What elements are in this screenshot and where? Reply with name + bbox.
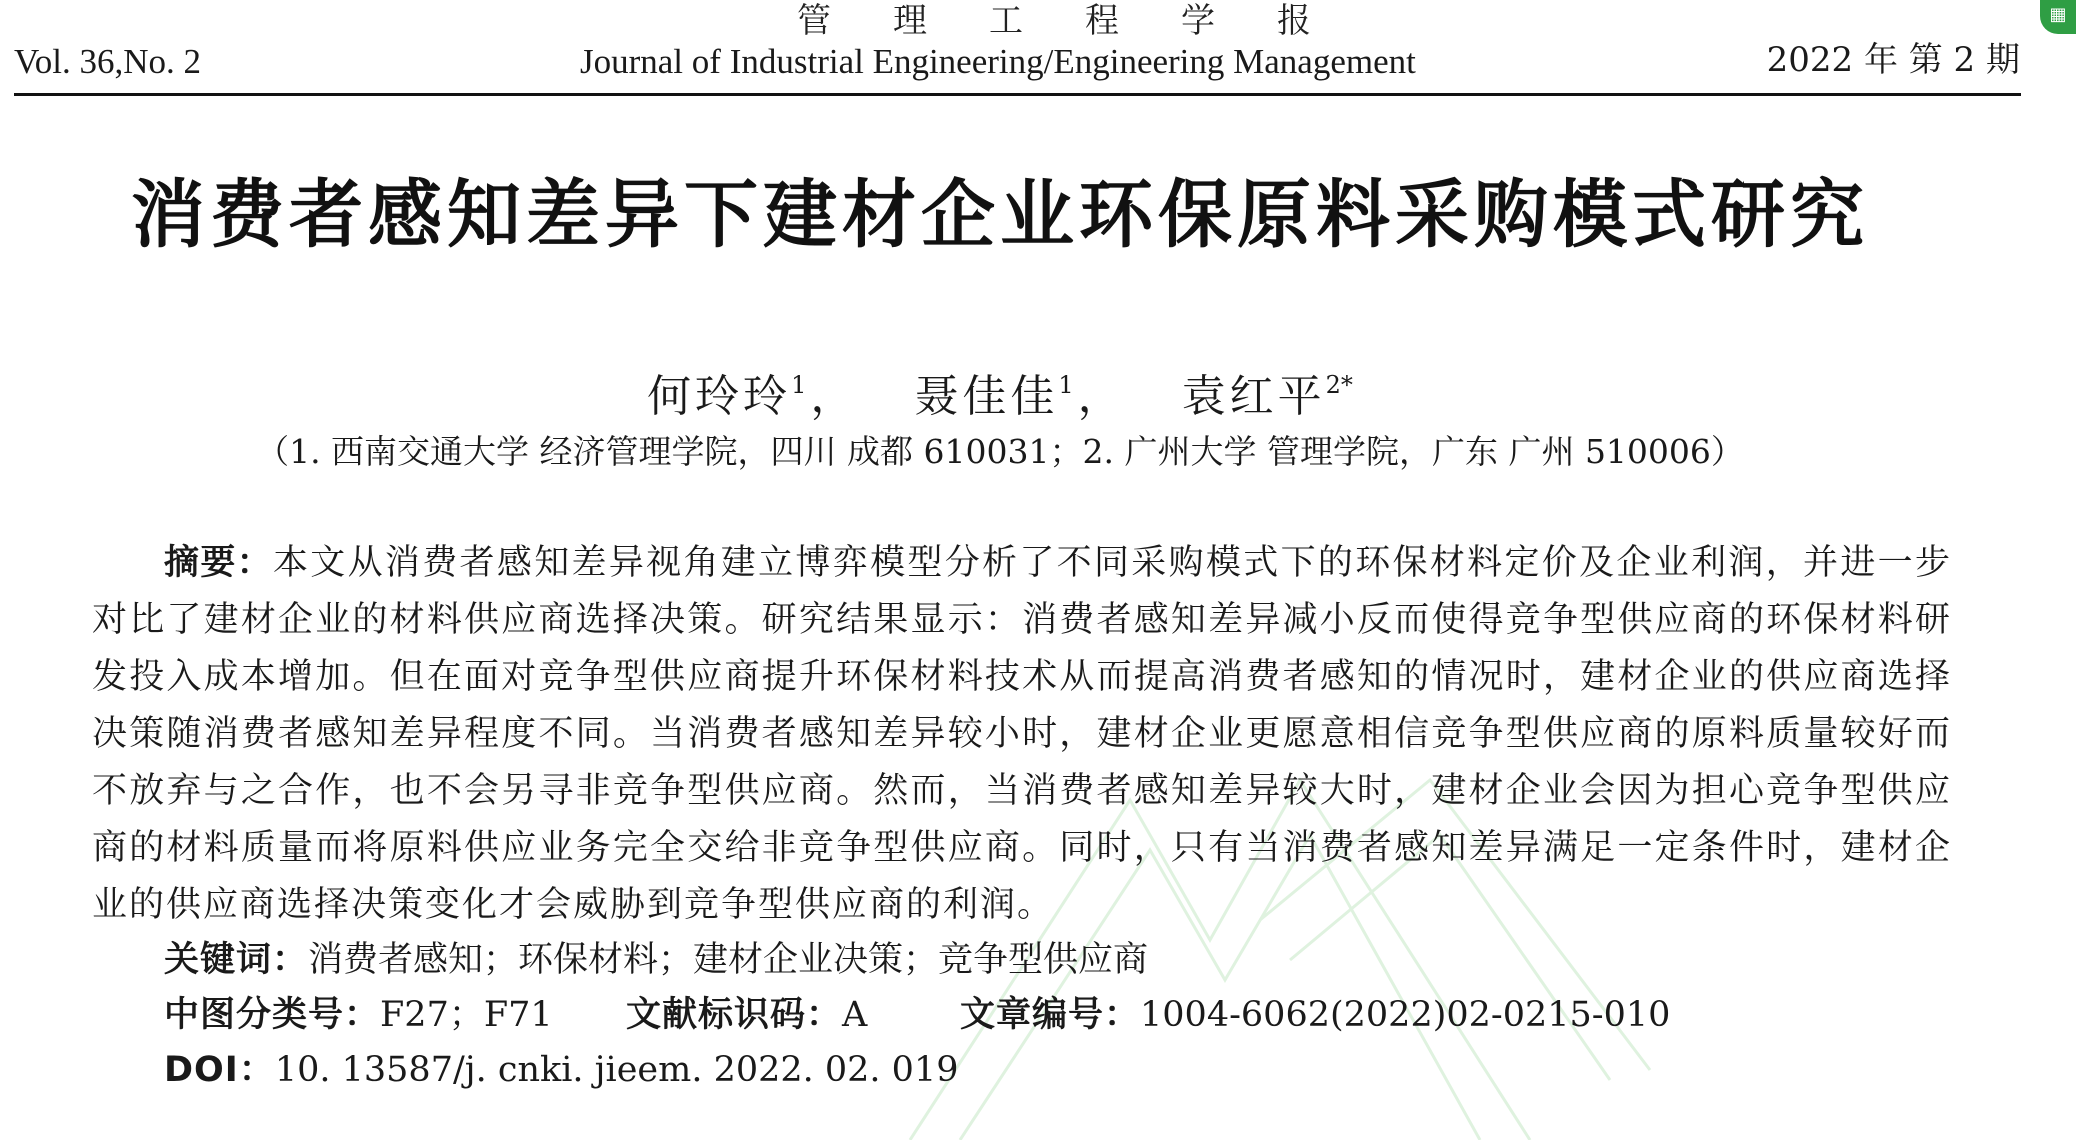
article-number-item	[960, 990, 1670, 1040]
document-code-item	[626, 990, 960, 1040]
header-rule	[14, 93, 2021, 96]
author-list	[0, 355, 2000, 427]
clc-value: F27；F71	[380, 995, 553, 1035]
author-name: 何玲玲	[647, 371, 792, 422]
doi-value: 10. 13587/j. cnki. jieem. 2022. 02. 019	[274, 1050, 959, 1090]
keywords-line	[164, 935, 1148, 985]
volume-number: Vol. 36,No. 2	[14, 42, 202, 81]
paper-title: 消费者感知差异下建材企业环保原料采购模式研究	[131, 172, 1869, 258]
classification-line	[164, 990, 1670, 1040]
author-affiliation-mark: 2*	[1325, 371, 1353, 399]
article-number-value: 1004-6062(2022)02-0215-010	[1140, 995, 1671, 1035]
keywords-text: 消费者感知；环保材料；建材企业决策；竞争型供应商	[308, 940, 1149, 980]
abstract-label: 摘要：	[164, 543, 273, 583]
clc-label: 中图分类号：	[164, 995, 381, 1035]
keywords-label: 关键词：	[164, 940, 309, 980]
author-separator: ，	[1077, 371, 1126, 422]
author-affiliation-mark: 1	[1058, 371, 1074, 399]
abstract	[92, 535, 1952, 934]
journal-name-chinese: 管理工程学报	[797, 1, 1373, 41]
journal-name-english: Journal of Industrial Engineering/Engineering Management	[580, 42, 1416, 81]
affiliations: （1. 西南交通大学 经济管理学院，四川 成都 610031；2. 广州大学 管理学院，广东 广州 510006）	[256, 432, 1744, 471]
doi-line	[164, 1045, 959, 1095]
article-number-label: 文章编号：	[960, 995, 1141, 1035]
doi-label: DOI：	[164, 1050, 275, 1090]
document-code-label: 文献标识码：	[626, 995, 843, 1035]
clc-item	[164, 990, 626, 1040]
document-code-value: A	[842, 995, 868, 1035]
author-affiliation-mark: 1	[791, 371, 807, 399]
app-badge-icon[interactable]: ▦	[2040, 0, 2076, 34]
abstract-text: 本文从消费者感知差异视角建立博弈模型分析了不同采购模式下的环保材料定价及企业利润，并进一步对比了建材企业的材料供应商选择决策。研究结果显示：消费者感知差异减小反而使得竞争型供应商的环保材料研发投入成本增加。但在面对竞争型供应商提升环保材料技术从而提高消费者感知的情况时，建材企业的供应商选择决策随消费者感知差异程度不同。当消费者感知差异较小时，建材企业更愿意相信竞争型供应商的原料质量较好而不放弃与之合作，也不会另寻非竞争型供应商。然而，当消费者感知差异较大时，建材企业会因为担心竞争型供应商的材料质量而将原料供应业务完全交给非竞争型供应商。同时，只有当消费者感知差异满足一定条件时，建材企业的供应商选择决策变化才会威胁到竞争型供应商的利润。	[92, 543, 1952, 925]
issue-number: 2022 年 第 2 期	[1766, 40, 2020, 80]
author-separator: ，	[810, 371, 859, 422]
author-name: 聂佳佳	[914, 371, 1059, 422]
author-name: 袁红平	[1181, 371, 1326, 422]
